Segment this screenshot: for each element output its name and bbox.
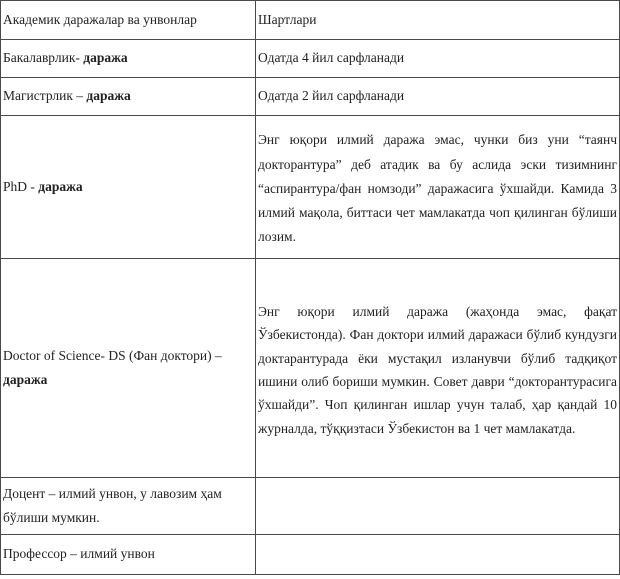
condition-cell bbox=[256, 535, 620, 575]
condition-cell bbox=[256, 116, 620, 259]
degree-name-text: Доцент – илмий унвон, у лавозим ҳам бўлиши мумкин. bbox=[3, 485, 222, 525]
table-row bbox=[1, 535, 620, 575]
degree-name-text: Профессор – илмий унвон bbox=[3, 546, 155, 562]
degree-name-text: Магистрлик – bbox=[3, 88, 87, 104]
degree-name-bold: даража bbox=[83, 50, 128, 66]
condition-text: Энг юқори илмий даража эмас, чунки биз уни “таянч докторантура” деб атадик ва бу аслида эски тизимнинг “аспирантура/фан номзоди” даражасига ўхшайди. Камида 3 илмий мақола, биттаси чет мамлакатда чоп қилинган бўлиши лозим. bbox=[258, 132, 617, 245]
degree-name-cell bbox=[1, 78, 256, 116]
degree-name-cell bbox=[1, 535, 256, 575]
header-conditions-label: Шартлари bbox=[258, 11, 317, 27]
degree-name-text: Бакалаврлик- bbox=[3, 50, 84, 66]
degree-name-cell bbox=[1, 259, 256, 478]
degree-name-cell bbox=[1, 116, 256, 259]
degree-name-text: Doctor of Science- DS (Фан доктори) – bbox=[3, 347, 222, 363]
condition-text: Энг юқори илмий даража (жаҳонда эмас, фақат Ўзбекистонда). Фан доктори илмий даражаси бўлиб кундузги доктарантурада ёки мустақил изланувчи бўлиб тадқиқот ишини олиб бориши мумкин. Совет даври “докторантурасига ўхшайди”. Чоп қилинган ишлар учун талаб, ҳар қандай 10 журналда, тўққизтаси Ўзбекистон ва 1 чет мамлакатда. bbox=[258, 303, 617, 436]
table-row bbox=[1, 116, 620, 259]
table-row bbox=[1, 40, 620, 78]
degree-name-bold: даража bbox=[86, 88, 131, 104]
header-cell-conditions bbox=[256, 1, 620, 40]
table-row bbox=[1, 78, 620, 116]
degree-name-cell bbox=[1, 40, 256, 78]
condition-text: Одатда 2 йил сарфланади bbox=[258, 88, 405, 104]
condition-cell bbox=[256, 78, 620, 116]
condition-text: Одатда 4 йил сарфланади bbox=[258, 50, 405, 66]
condition-cell bbox=[256, 259, 620, 478]
degree-name-cell bbox=[1, 478, 256, 535]
header-cell-degrees bbox=[1, 1, 256, 40]
degree-name-bold: даража bbox=[38, 178, 83, 194]
degree-name-bold: даража bbox=[3, 372, 48, 387]
header-degrees-label: Академик даражалар ва унвонлар bbox=[3, 11, 197, 27]
condition-cell bbox=[256, 478, 620, 535]
table-row bbox=[1, 259, 620, 478]
table-row bbox=[1, 478, 620, 535]
degree-name-text: PhD - bbox=[3, 178, 39, 194]
condition-cell bbox=[256, 40, 620, 78]
table-header-row bbox=[1, 1, 620, 40]
